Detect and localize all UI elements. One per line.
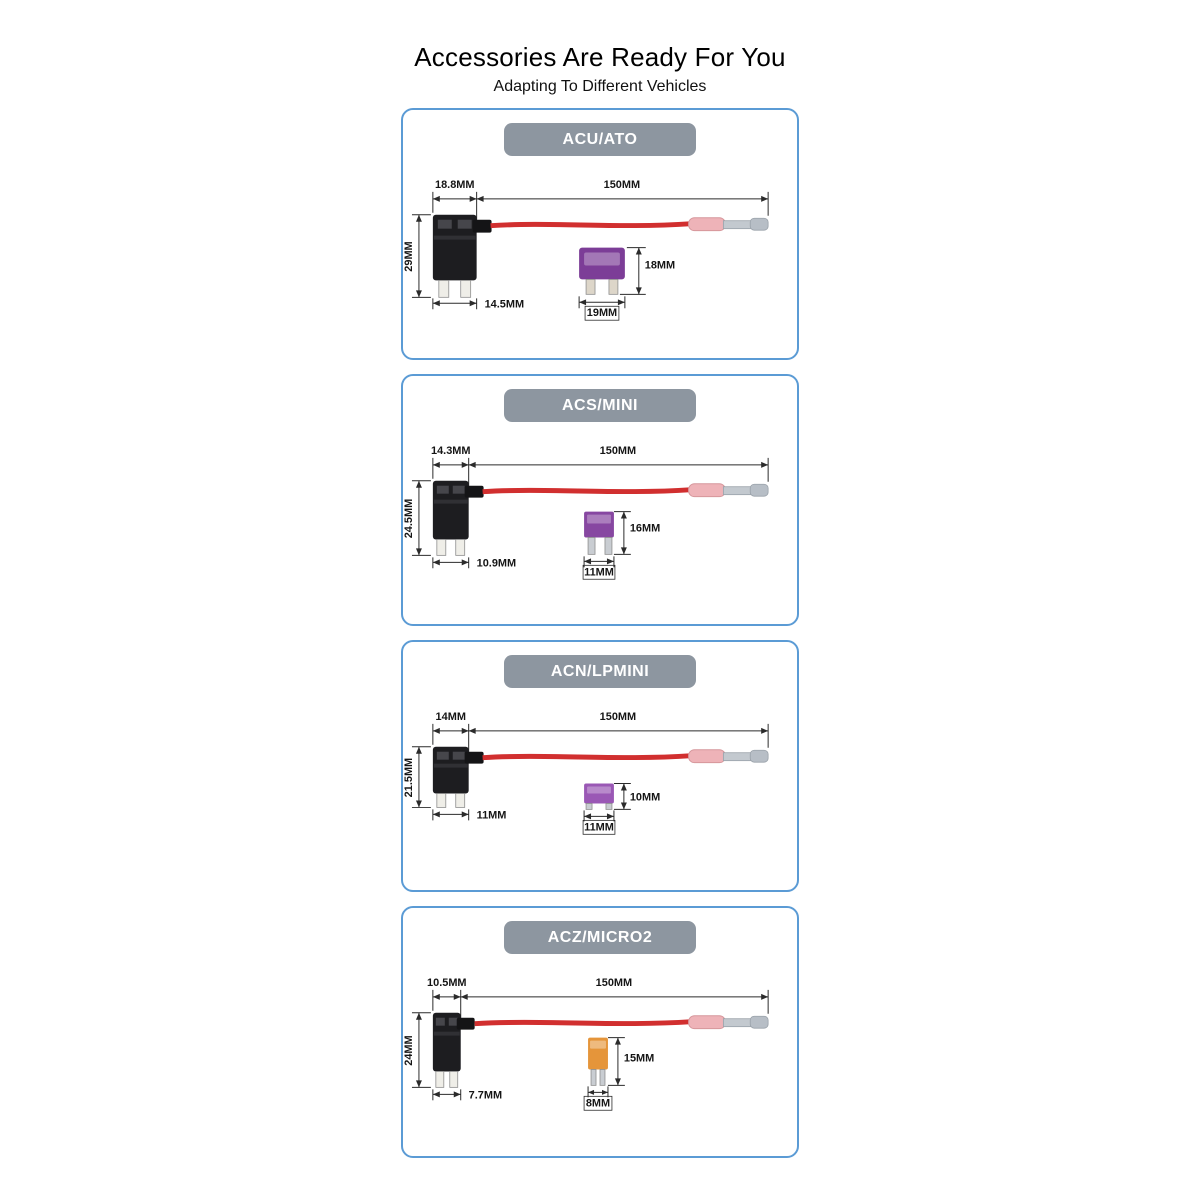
tap-height-label: 24MM: [403, 1035, 415, 1066]
fuse-height-dimension: [620, 248, 675, 295]
tap-height-dimension: [403, 747, 431, 808]
panel-title-badge: ACS/MINI: [504, 389, 696, 422]
crimp-connector: [689, 484, 769, 497]
fuse-height-dimension: [614, 512, 660, 555]
tap-pin-width-label: 7.7MM: [468, 1089, 503, 1102]
wire-length-dimension: [469, 711, 768, 748]
crimp-connector: [689, 218, 769, 231]
panel-title-badge: ACU/ATO: [504, 123, 696, 156]
fuse-width-label: 11MM: [584, 566, 614, 579]
wire-length-label: 150MM: [595, 976, 633, 989]
tap-pin-width-dimension: [433, 1089, 502, 1101]
fuse-height-label: 16MM: [629, 522, 661, 535]
fuse-width-label: 8MM: [585, 1097, 611, 1110]
tap-height-label: 21.5MM: [403, 757, 415, 798]
tap-width-label: 14.3MM: [431, 444, 471, 457]
fuse-width-dimension: [584, 1086, 612, 1110]
tap-height-label: 29MM: [403, 241, 415, 272]
fuse-width-dimension: [583, 810, 615, 834]
fuse-width-dimension: [579, 296, 625, 320]
tap-pin-width-label: 10.9MM: [476, 557, 517, 570]
crimp-connector: [689, 750, 769, 763]
mini-fuse: [584, 512, 614, 555]
tap-pin-width-label: 11MM: [476, 809, 507, 822]
tap-height-dimension: [403, 481, 431, 556]
red-wire: [491, 224, 692, 226]
ato-fuse: [579, 248, 625, 295]
fuse-tap-adapter: [433, 747, 484, 808]
red-wire: [483, 490, 692, 492]
wire-length-label: 150MM: [603, 178, 641, 191]
fuse-height-label: 18MM: [644, 259, 676, 272]
micro2-fuse: [588, 1038, 608, 1086]
tap-pin-width-dimension: [433, 557, 516, 569]
fuse-width-label: 19MM: [586, 307, 618, 320]
tap-pin-width-dimension: [433, 809, 507, 821]
panel-title-badge: ACN/LPMINI: [504, 655, 696, 688]
fuse-height-label: 15MM: [623, 1052, 655, 1065]
fuse-width-label: 11MM: [584, 821, 614, 834]
wire-length-dimension: [461, 977, 768, 1014]
wire-length-dimension: [477, 179, 768, 216]
fuse-tap-adapter: [433, 215, 492, 298]
panel-acs-mini: [401, 374, 799, 626]
panel-acz-micro2: [401, 906, 799, 1158]
acz-micro2-dimension-diagram: [403, 964, 797, 1155]
fuse-height-dimension: [608, 1038, 654, 1086]
tap-height-label: 24.5MM: [403, 498, 415, 539]
tap-pin-width-dimension: [433, 298, 524, 310]
panel-acu-ato: [401, 108, 799, 360]
acn-lpmini-dimension-diagram: [403, 698, 797, 889]
wire-length-label: 150MM: [599, 444, 637, 457]
tap-width-label: 18.8MM: [434, 178, 475, 191]
page-title: Accessories Are Ready For You: [414, 42, 786, 72]
wire-length-dimension: [469, 445, 768, 482]
tap-height-dimension: [403, 1013, 431, 1088]
fuse-height-label: 10MM: [629, 791, 661, 804]
page-subtitle: Adapting To Different Vehicles: [493, 78, 707, 95]
red-wire: [483, 756, 692, 758]
fuse-height-dimension: [614, 784, 660, 810]
lp-mini-fuse: [584, 784, 614, 810]
acu-ato-dimension-diagram: [403, 166, 797, 357]
wire-length-label: 150MM: [599, 710, 637, 723]
fuse-tap-adapter: [433, 481, 484, 556]
tap-width-label: 14MM: [435, 710, 466, 723]
tap-width-label: 10.5MM: [427, 976, 467, 989]
fuse-tap-adapter: [433, 1013, 475, 1088]
panel-title-badge: ACZ/MICRO2: [504, 921, 696, 954]
crimp-connector: [689, 1016, 769, 1029]
red-wire: [475, 1022, 692, 1024]
tap-pin-width-label: 14.5MM: [484, 298, 525, 311]
tap-height-dimension: [403, 215, 431, 298]
panel-acn-lpmini: [401, 640, 799, 892]
acs-mini-dimension-diagram: [403, 432, 797, 623]
fuse-width-dimension: [583, 556, 615, 579]
